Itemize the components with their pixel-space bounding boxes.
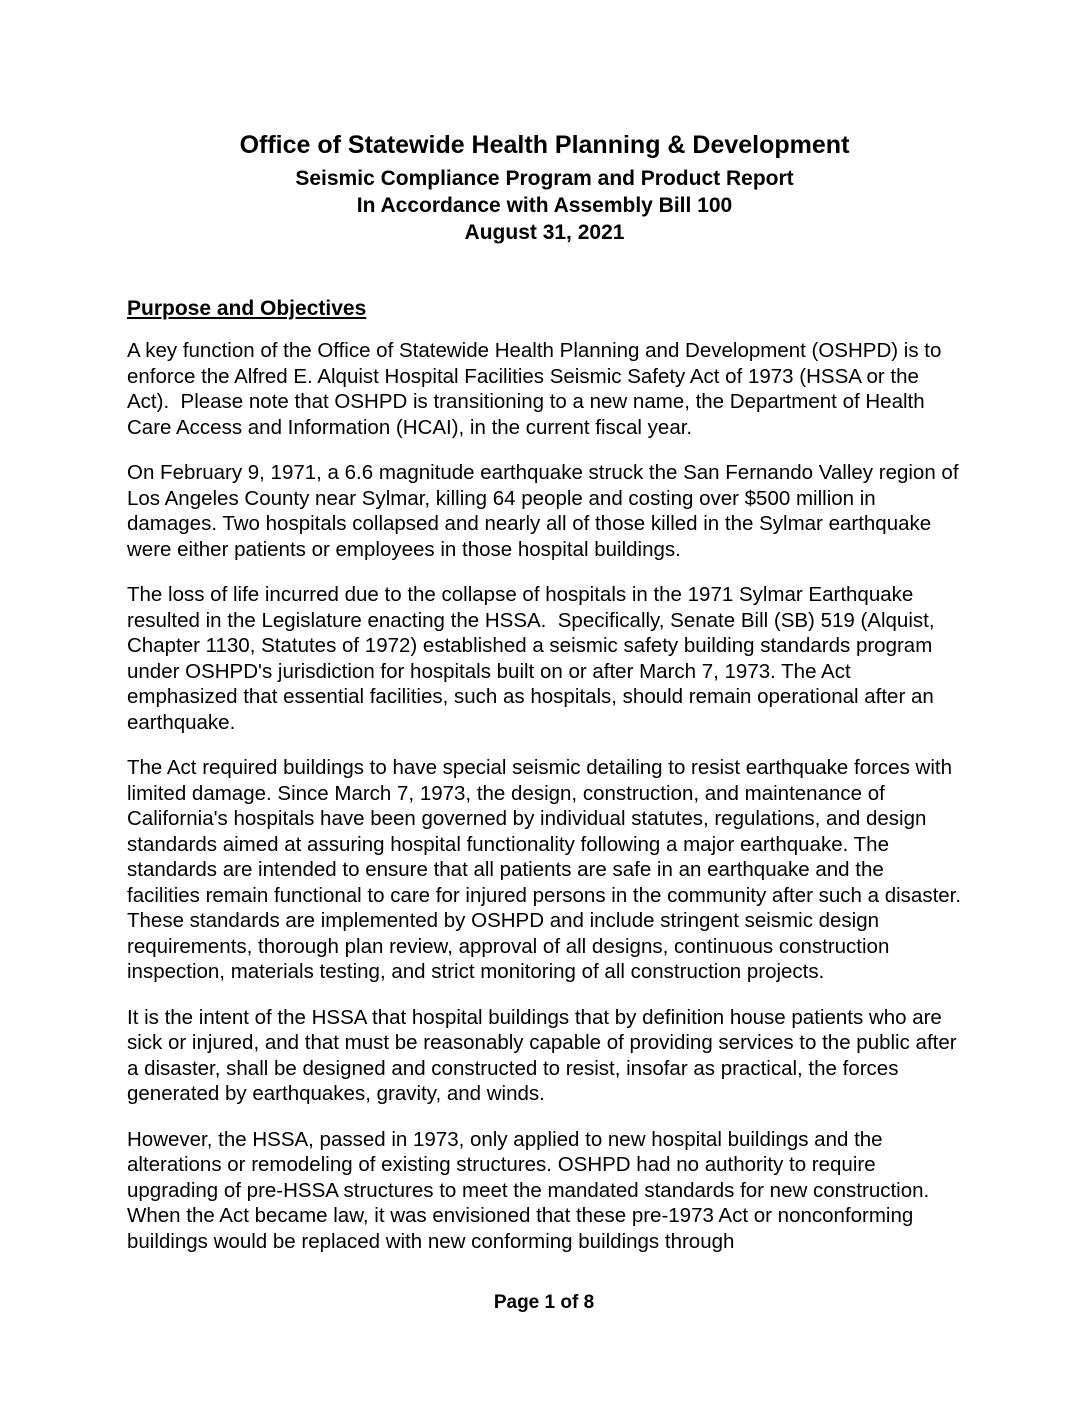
page-number: Page 1 of 8 [493,1292,595,1313]
report-date: August 31, 2021 [464,221,625,244]
paragraph-hssa-intent: It is the intent of the HSSA that hospital buildings that by definition house patients who are sick or injured, and that must be reasonably capable of providing services to the public after a disaster, shall be designed and constructed to resist, insofar as practical, the forces generated by earthquakes, gravity, and winds. [127,1005,963,1105]
report-subtitle: Seismic Compliance Program and Product Report [295,167,794,190]
section-heading: Purpose and Objectives [127,297,367,320]
document-header [127,130,962,246]
paragraph-act-requirements: The Act required buildings to have special seismic detailing to resist earthquake forces with limited damage. Since March 7, 1973, the design, construction, and maintenance of California's hospitals have been governed by individual statutes, regulations, and design standards aimed at assuring hospital functionality following a major earthquake. The standards are intended to ensure that all patients are safe in an earthquake and the facilities remain functional to care for injured persons in the community after such a disaster. These standards are implemented by OSHPD and include stringent seismic design requirements, thorough plan review, approval of all designs, continuous construction inspection, materials testing, and strict monitoring of all construction projects. [127,756,967,983]
paragraph-hssa-limits: However, the HSSA, passed in 1973, only applied to new hospital buildings and the alterations or remodeling of existing structures. OSHPD had no authority to require upgrading of pre-HSSA structures to meet the mandated standards for new construction. When the Act became law, it was envisioned that these pre-1973 Act or nonconforming buildings would be replaced with new conforming buildings through [127,1127,935,1253]
report-accordance-line: In Accordance with Assembly Bill 100 [356,194,733,217]
paragraph-1971-earthquake: On February 9, 1971, a 6.6 magnitude earthquake struck the San Fernando Valley region of Los Angeles County near Sylmar, killing 64 people and costing over $500 million in damages. Two hospitals collapsed and nearly all of those killed in the Sylmar earthquake were either patients or employees in those hospital buildings. [127,461,965,561]
paragraph-loss-of-life: The loss of life incurred due to the collapse of hospitals in the 1971 Sylmar Earthquake resulted in the Legislature enacting the HSSA. Specifically, Senate Bill (SB) 519 (Alquist, Chapter 1130, Statutes of 1972) established a seismic safety building standards program under OSHPD's jurisdiction for hospitals built on or after March 7, 1973. The Act emphasized that essential facilities, such as hospitals, should remain operational after an earthquake. [127,583,941,734]
paragraph-key-function: A key function of the Office of Statewide Health Planning and Development (OSHPD) is to enforce the Alfred E. Alquist Hospital Facilities Seismic Safety Act of 1973 (HSSA or the Act). Please note that OSHPD is transitioning to a new name, the Department of Health Care Access and Information (HCAI), in the current fiscal year. [127,339,948,439]
page-title: Office of Statewide Health Planning & Development [239,131,850,159]
